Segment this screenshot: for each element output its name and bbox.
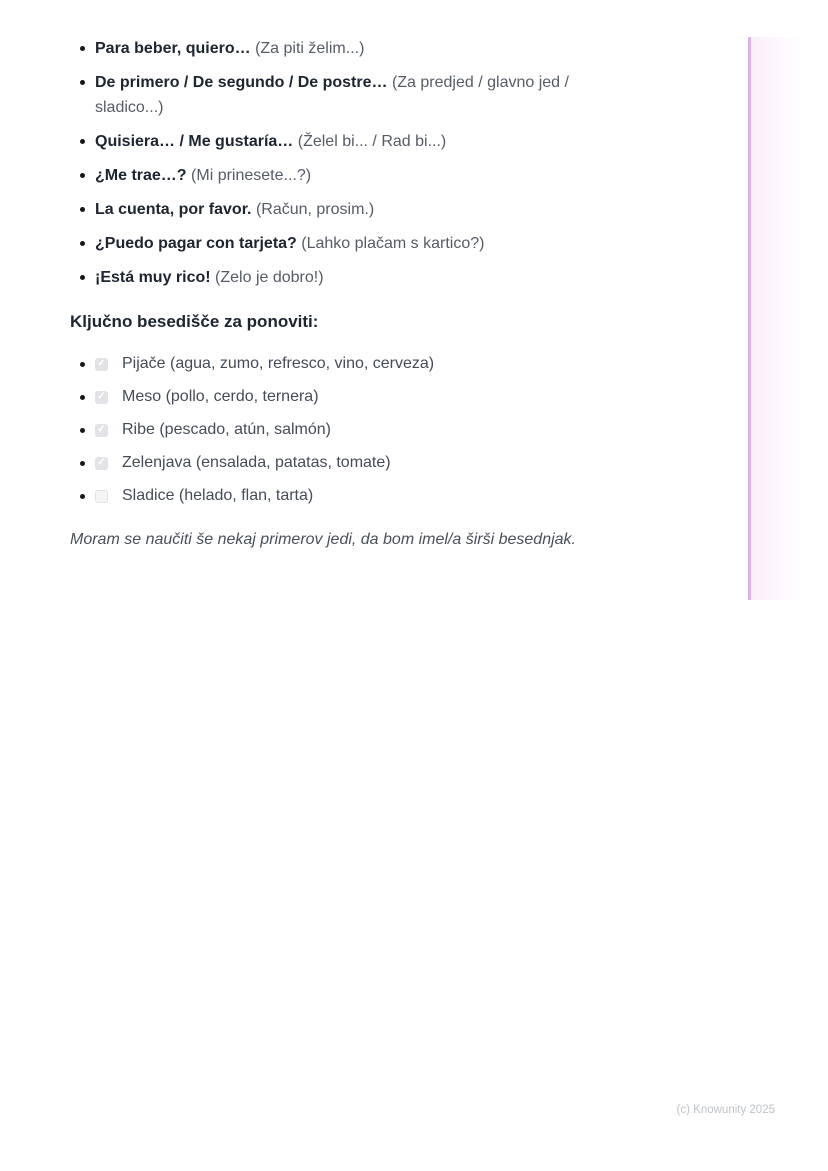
check-icon: ✓	[97, 424, 106, 435]
phrase-translation-text: (Račun, prosim.)	[255, 201, 375, 218]
vocab-list-item	[70, 352, 594, 376]
phrase-spanish-text: ¿Puedo pagar con tarjeta?	[95, 235, 297, 252]
phrase-list-item	[70, 265, 594, 290]
note-content	[70, 36, 594, 552]
check-icon: ✓	[97, 358, 106, 369]
check-icon: ✓	[97, 457, 106, 468]
vocab-checklist	[70, 352, 594, 508]
phrase-spanish-text: ¡Está muy rico!	[95, 269, 211, 286]
phrase-translation-text: (Za piti želim...)	[255, 40, 365, 57]
copyright-footer: (c) Knowunity 2025	[676, 1104, 775, 1116]
vocab-label: Ribe (pescado, atún, salmón)	[122, 421, 331, 438]
phrase-spanish-text: Quisiera… / Me gustaría…	[95, 133, 294, 150]
phrase-translation-text: (Mi prinesete...?)	[191, 167, 312, 184]
vocab-heading: Ključno besedišče za ponoviti:	[70, 312, 319, 331]
check-icon: ✓	[97, 391, 106, 402]
phrase-translation-text: (Lahko plačam s kartico?)	[301, 235, 485, 252]
phrase-spanish-text: Para beber, quiero…	[95, 40, 251, 57]
phrase-translation-text: (Zelo je dobro!)	[215, 269, 324, 286]
vocab-label: Meso (pollo, cerdo, ternera)	[122, 388, 319, 405]
vocab-list-item	[70, 385, 594, 409]
phrase-spanish-text: La cuenta, por favor.	[95, 201, 252, 218]
vocab-label: Pijače (agua, zumo, refresco, vino, cerveza)	[122, 355, 435, 372]
phrase-list	[70, 36, 594, 290]
checkbox[interactable]	[95, 424, 108, 437]
phrase-spanish-text: De primero / De segundo / De postre…	[95, 74, 388, 91]
vocab-list-item	[70, 451, 594, 475]
vocab-label: Sladice (helado, flan, tarta)	[122, 487, 314, 504]
highlight-bar-fill	[751, 37, 828, 600]
highlight-bar	[748, 37, 828, 600]
phrase-list-item	[70, 70, 594, 120]
vocab-label: Zelenjava (ensalada, patatas, tomate)	[122, 454, 391, 471]
phrase-spanish-text: ¿Me trae…?	[95, 167, 187, 184]
phrase-list-item	[70, 197, 594, 222]
checkbox[interactable]	[95, 358, 108, 371]
phrase-translation-text: (Želel bi... / Rad bi...)	[297, 133, 447, 150]
phrase-list-item	[70, 36, 594, 61]
phrase-list-item	[70, 231, 594, 256]
phrase-list-item	[70, 163, 594, 188]
checkbox[interactable]	[95, 391, 108, 404]
vocab-list-item	[70, 484, 594, 508]
checkbox[interactable]	[95, 457, 108, 470]
note-text: Moram se naučiti še nekaj primerov jedi, da bom imel/a širši besednjak.	[70, 531, 576, 548]
checkbox[interactable]	[95, 490, 108, 503]
phrase-translation-text: (Za predjed / glavno jed / sladico...)	[95, 74, 569, 116]
phrase-list-item	[70, 129, 594, 154]
vocab-list-item	[70, 418, 594, 442]
